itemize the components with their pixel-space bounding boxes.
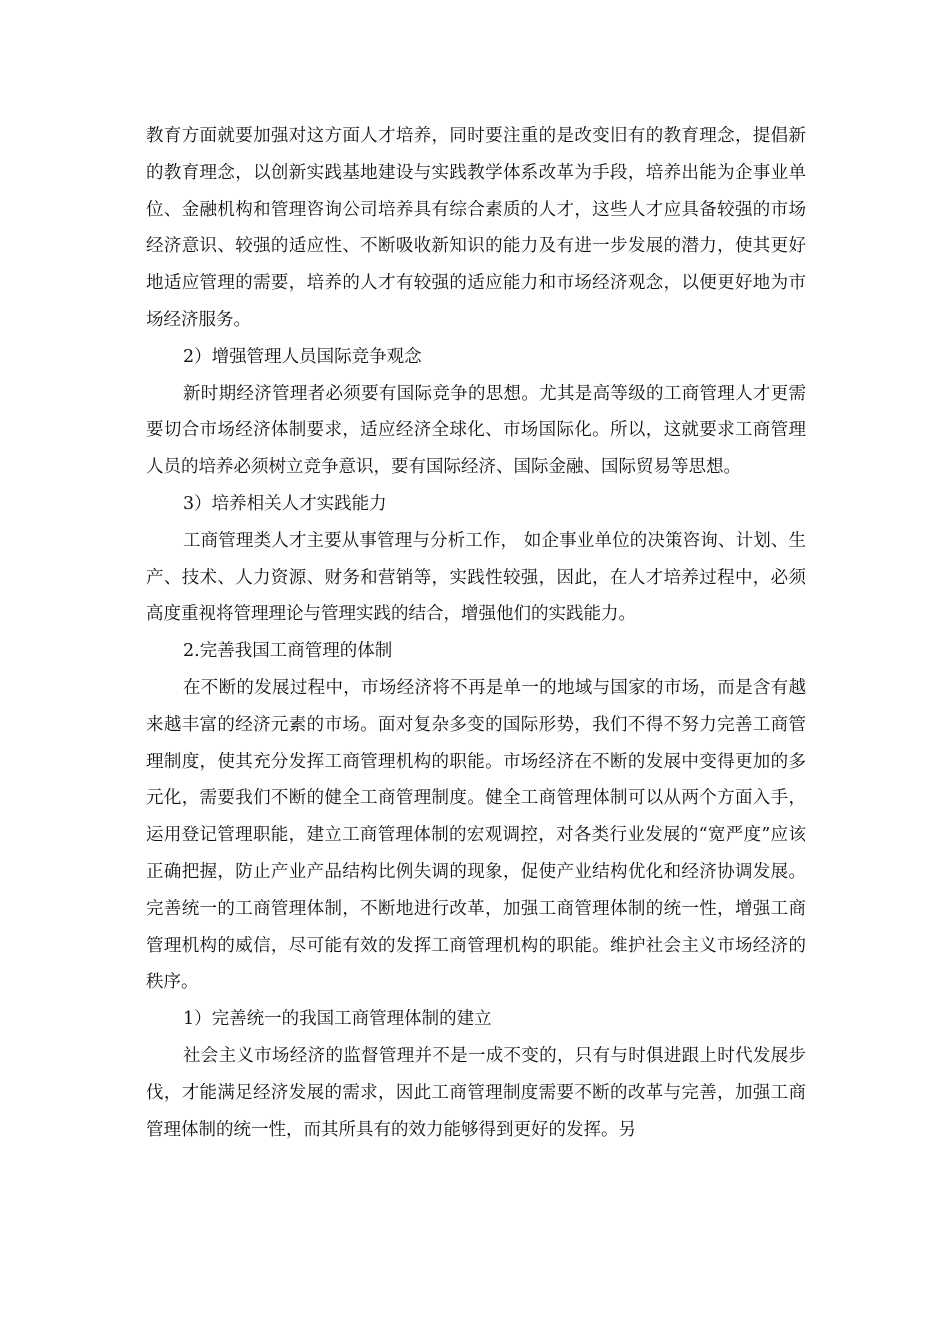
section-heading-practical-ability: 3）培养相关人才实践能力	[183, 493, 387, 514]
document-page	[146, 118, 806, 1148]
section-heading-unified-system: 1）完善统一的我国工商管理体制的建立	[183, 1009, 492, 1030]
paragraph-continuation: 教育方面就要加强对这方面人才培养，同时要注重的是改变旧有的教育理念，提倡新的教育理念，以创新实践基地建设与实践教学体系改革为手段，培养出能为企事业单位、金融机构和管理咨询公司培养具有综合素质的人才，这些人才应具备较强的市场经济意识、较强的适应性、不断吸收新知识的能力及有进一步发展的潜力，使其更好地适应管理的需要，培养的人才有较强的适应能力和市场经济观念，以便更好地为市场经济服务。	[146, 126, 806, 330]
paragraph-improve-system: 在不断的发展过程中，市场经济将不再是单一的地域与国家的市场，而是含有越来越丰富的经济元素的市场。面对复杂多变的国际形势，我们不得不努力完善工商管理制度，使其充分发挥工商管理机构的职能。市场经济在不断的发展中变得更加的多元化，需要我们不断的健全工商管理制度。健全工商管理体制可以从两个方面入手，运用登记管理职能，建立工商管理体制的宏观调控，对各类行业发展的“宽严度”应该正确把握，防止产业产品结构比例失调的现象，促使产业结构优化和经济协调发展。完善统一的工商管理体制，不断地进行改革，加强工商管理体制的统一性，增强工商管理机构的威信，尽可能有效的发挥工商管理机构的职能。维护社会主义市场经济的秩序。	[146, 677, 806, 993]
section-heading-improve-system: 2.完善我国工商管理的体制	[183, 641, 393, 662]
paragraph-practical-ability: 工商管理类人才主要从事管理与分析工作， 如企事业单位的决策咨询、计划、生产、技术、人力资源、财务和营销等，实践性较强，因此，在人才培养过程中，必须高度重视将管理理论与管理实践的结合，增强他们的实践能力。	[146, 530, 806, 625]
section-heading-international-competition: 2）增强管理人员国际竞争观念	[183, 346, 422, 367]
paragraph-unified-system: 社会主义市场经济的监督管理并不是一成不变的，只有与时俱进跟上时代发展步伐，才能满足经济发展的需求，因此工商管理制度需要不断的改革与完善，加强工商管理体制的统一性，而其所具有的效力能够得到更好的发挥。另	[146, 1045, 806, 1140]
paragraph-international-competition: 新时期经济管理者必须要有国际竞争的思想。尤其是高等级的工商管理人才更需要切合市场经济体制要求，适应经济全球化、市场国际化。所以，这就要求工商管理人员的培养必须树立竞争意识，要有国际经济、国际金融、国际贸易等思想。	[146, 383, 806, 478]
